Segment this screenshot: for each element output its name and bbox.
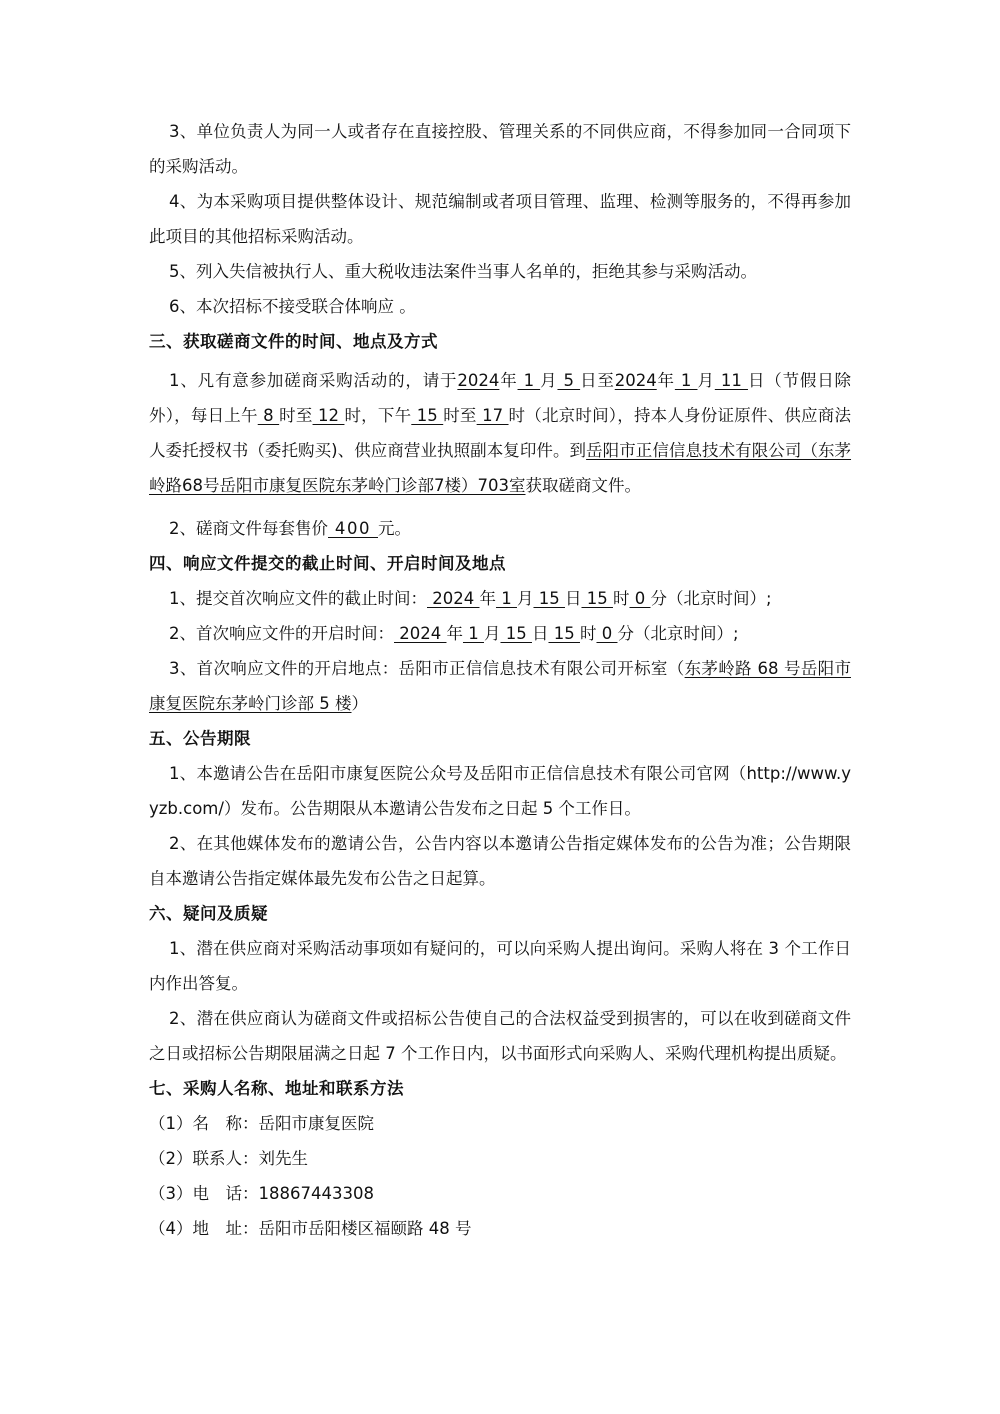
text: 2、首次响应文件的开启时间： <box>169 624 394 643</box>
text: 月 <box>540 371 558 390</box>
text: 年 <box>656 371 675 390</box>
opening-minute: 0 <box>596 624 618 643</box>
deadline-minute: 0 <box>629 589 651 608</box>
purchaser-phone: （3）电 话：18867443308 <box>149 1184 374 1203</box>
end-month: 1 <box>674 371 698 390</box>
opening-day: 15 <box>500 624 532 643</box>
deadline-month: 1 <box>495 589 517 608</box>
section-4-heading: 四、响应文件提交的截止时间、开启时间及地点 <box>149 554 506 573</box>
text: 年 <box>499 371 518 390</box>
am-end-hour: 12 <box>312 406 345 425</box>
text: 分（北京时间）; <box>650 589 772 608</box>
text: 分（北京时间）; <box>617 624 739 643</box>
section-7-heading: 七、采购人名称、地址和联系方法 <box>149 1079 404 1098</box>
text: 年 <box>479 589 496 608</box>
purchaser-address: （4）地 址：岳阳市岳阳楼区福颐路 48 号 <box>149 1219 472 1238</box>
section-3-heading: 三、获取磋商文件的时间、地点及方式 <box>149 332 438 351</box>
text: 时 <box>579 624 597 643</box>
section-5-paragraph-2: 2、在其他媒体发布的邀请公告，公告内容以本邀请公告指定媒体发布的公告为准；公告期限自本邀请公告指定媒体最先发布公告之日起算。 <box>149 834 851 888</box>
section-6-paragraph-1: 1、潜在供应商对采购活动事项如有疑问的，可以向采购人提出询问。采购人将在 3 个工作日内作出答复。 <box>149 939 851 993</box>
opening-year: 2024 <box>394 624 447 643</box>
deadline-year: 2024 <box>427 589 480 608</box>
text: 时，下午 <box>344 406 412 425</box>
text: 日 <box>531 624 549 643</box>
pm-start-hour: 15 <box>411 406 444 425</box>
clause-6: 6、本次招标不接受联合体响应 。 <box>169 297 416 316</box>
opening-month: 1 <box>462 624 484 643</box>
section-6-heading: 六、疑问及质疑 <box>149 904 268 923</box>
section-4-paragraph-1 <box>149 581 851 616</box>
pickup-location: 岳阳市正信信息技术有限公司（东茅岭路68号岳阳市康复医院东茅岭门诊部7楼）703室 <box>149 441 852 495</box>
section-5-paragraph-1: 1、本邀请公告在岳阳市康复医院公众号及岳阳市正信信息技术有限公司官网（http://www.yyzb.com/）发布。公告期限从本邀请公告发布之日起 5 个工作日。 <box>149 764 851 818</box>
section-5-heading: 五、公告期限 <box>149 729 251 748</box>
text: 日至 <box>580 371 615 390</box>
section-3-paragraph-1 <box>149 363 851 503</box>
section-3-paragraph-2 <box>149 511 851 546</box>
start-year: 2024 <box>457 371 500 390</box>
text: 1、凡有意参加磋商采购活动的，请于 <box>169 371 458 390</box>
purchaser-contact-person: （2）联系人：刘先生 <box>149 1149 308 1168</box>
section-4-paragraph-2 <box>149 616 851 651</box>
text: ） <box>351 694 368 713</box>
deadline-hour: 15 <box>581 589 613 608</box>
clause-5: 5、列入失信被执行人、重大税收违法案件当事人名单的，拒绝其参与采购活动。 <box>169 262 757 281</box>
start-day: 5 <box>557 371 581 390</box>
section-4-paragraph-3 <box>149 651 851 721</box>
section-6-paragraph-2: 2、潜在供应商认为磋商文件或招标公告使自己的合法权益受到损害的，可以在收到磋商文件之日或招标公告期限届满之日起 7 个工作日内，以书面形式向采购人、采购代理机构提出质疑。 <box>149 1009 851 1063</box>
text: 3、首次响应文件的开启地点：岳阳市正信信息技术有限公司开标室（ <box>169 659 685 678</box>
end-year: 2024 <box>614 371 657 390</box>
text: 时至 <box>279 406 313 425</box>
text: 日（节假日除外），每日上午 <box>149 371 852 425</box>
pm-end-hour: 17 <box>476 406 509 425</box>
text: 月 <box>516 589 534 608</box>
opening-location: 东茅岭路 68 号岳阳市康复医院东茅岭门诊部 5 楼 <box>149 659 851 713</box>
am-start-hour: 8 <box>257 406 280 425</box>
start-month: 1 <box>517 371 541 390</box>
text: 获取磋商文件。 <box>525 476 641 495</box>
text: 2、磋商文件每套售价 <box>169 519 328 538</box>
end-day: 11 <box>714 371 748 390</box>
document-page <box>149 114 851 1246</box>
deadline-day: 15 <box>533 589 565 608</box>
purchaser-name: （1）名 称：岳阳市康复医院 <box>149 1114 374 1133</box>
text: 年 <box>446 624 463 643</box>
text: 元。 <box>377 519 411 538</box>
text: 月 <box>697 371 715 390</box>
text: 时（北京时间），持本人身份证原件、供应商法人委托授权书（委托购买)、供应商营业执照副本复印件。到 <box>149 406 851 460</box>
opening-hour: 15 <box>548 624 580 643</box>
text: 时至 <box>443 406 477 425</box>
text: 1、提交首次响应文件的截止时间： <box>169 589 427 608</box>
text: 日 <box>564 589 582 608</box>
clause-4: 4、为本采购项目提供整体设计、规范编制或者项目管理、监理、检测等服务的，不得再参加此项目的其他招标采购活动。 <box>149 192 851 246</box>
text: 月 <box>483 624 501 643</box>
clause-3: 3、单位负责人为同一人或者存在直接控股、管理关系的不同供应商，不得参加同一合同项下的采购活动。 <box>149 122 851 176</box>
text: 时 <box>612 589 630 608</box>
document-price: 400 <box>328 519 378 538</box>
